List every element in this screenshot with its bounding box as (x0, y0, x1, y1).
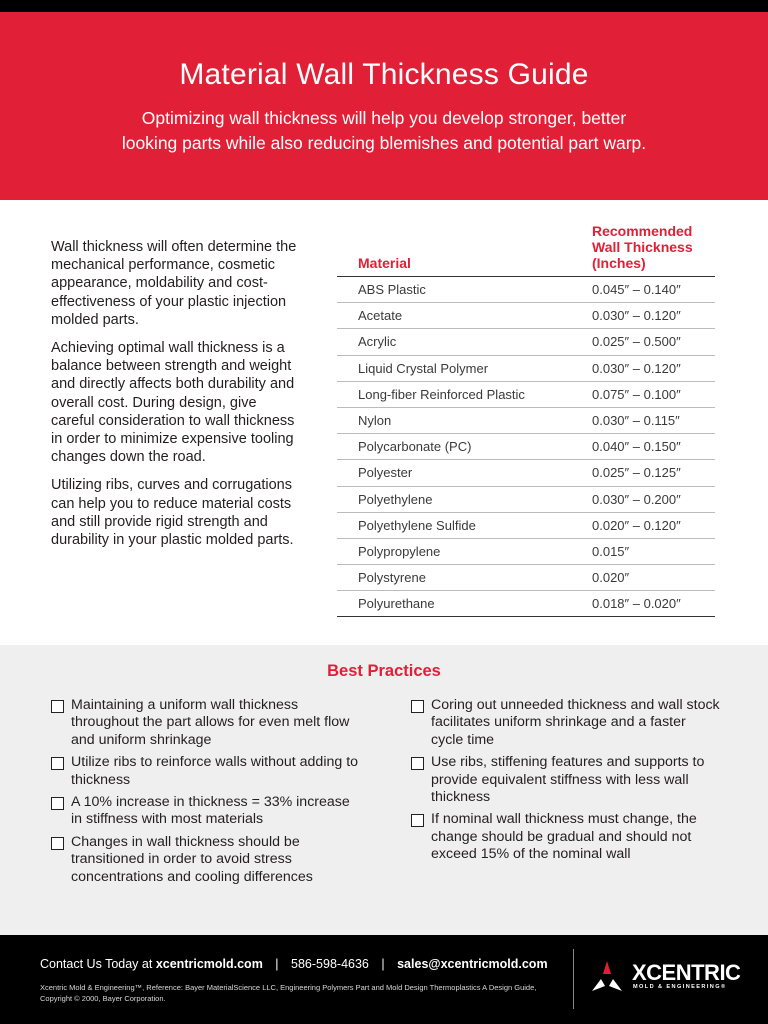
checkbox-icon[interactable] (51, 837, 64, 850)
contact-prefix: Contact Us Today at (40, 957, 153, 971)
material-cell: Polypropylene (337, 538, 575, 564)
intro-paragraph-2: Achieving optimal wall thickness is a balance between strength and weight and directly affects both durability and overall cost. During design, give careful consideration to wall thickness in order to minimize expensive tooling changes down the road. (51, 340, 295, 466)
phone-number[interactable]: 586-598-4636 (291, 957, 369, 971)
table-row (337, 355, 715, 381)
checklist-item (51, 754, 361, 789)
thickness-cell: 0.030″ – 0.120″ (575, 303, 715, 329)
thickness-cell: 0.045″ – 0.140″ (575, 277, 715, 303)
table-row (337, 460, 715, 486)
thickness-cell: 0.030″ – 0.115″ (575, 407, 715, 433)
thickness-cell: 0.025″ – 0.500″ (575, 329, 715, 355)
wall-thickness-table (337, 223, 715, 617)
table-row (337, 303, 715, 329)
table-header-row (337, 223, 715, 277)
checklist-item (51, 794, 361, 829)
checkbox-icon[interactable] (51, 700, 64, 713)
checklist-item-text: Maintaining a uniform wall thickness throughout the part allows for even melt flow and uniform shrinkage (71, 697, 350, 748)
intro-paragraph-1: Wall thickness will often determine the mechanical performance, cosmetic appearance, moldability and cost-effectiveness of your plastic injection molded parts. (51, 239, 297, 328)
table-row (337, 277, 715, 303)
checklist-item-text: Utilize ribs to reinforce walls without adding to thickness (71, 754, 359, 788)
checkbox-icon[interactable] (411, 700, 424, 713)
table-row (337, 538, 715, 564)
material-cell: Polystyrene (337, 565, 575, 591)
table-row (337, 329, 715, 355)
thickness-header-line-2: Wall Thickness (592, 239, 693, 255)
material-cell: ABS Plastic (337, 277, 575, 303)
checkbox-icon[interactable] (51, 797, 64, 810)
checklist-item (51, 834, 361, 886)
checklist-item-text: If nominal wall thickness must change, the change should be gradual and should not exceed 15% of the nominal wall (431, 811, 697, 863)
page-subtitle (60, 106, 708, 156)
separator-2: | (381, 957, 385, 971)
table-body (337, 277, 715, 617)
checklist-item-text: Changes in wall thickness should be transitioned in order to avoid stress concentrations and cooling differences (71, 833, 313, 885)
checklist-item (51, 697, 361, 749)
thickness-cell: 0.025″ – 0.125″ (575, 460, 715, 486)
separator-1: | (275, 957, 279, 971)
material-cell: Polyethylene (337, 486, 575, 512)
footer (0, 935, 768, 1024)
material-cell: Polycarbonate (PC) (337, 434, 575, 460)
thickness-cell: 0.015″ (575, 538, 715, 564)
table-row (337, 565, 715, 591)
thickness-header-line-3: (Inches) (592, 255, 646, 271)
logo-tagline: MOLD & ENGINEERING® (633, 984, 727, 990)
material-cell: Acrylic (337, 329, 575, 355)
website-link[interactable]: xcentricmold.com (155, 957, 263, 971)
email-link[interactable]: sales@xcentricmold.com (397, 957, 548, 971)
intro-text (51, 238, 301, 559)
thickness-header-line-1: Recommended (592, 223, 693, 239)
table-row (337, 407, 715, 433)
checklist-item (411, 754, 721, 806)
thickness-cell: 0.018″ – 0.020″ (575, 591, 715, 617)
material-cell: Long-fiber Reinforced Plastic (337, 381, 575, 407)
checkbox-icon[interactable] (411, 814, 424, 827)
footer-divider (573, 949, 574, 1009)
thickness-cell: 0.020″ – 0.120″ (575, 512, 715, 538)
checklist-item-text: Coring out unneeded thickness and wall stock facilitates uniform shrinkage and a faster cycle time (431, 697, 720, 748)
thickness-cell: 0.075″ – 0.100″ (575, 381, 715, 407)
best-practices-section (0, 645, 768, 935)
table-row (337, 512, 715, 538)
thickness-column-header (575, 223, 715, 277)
thickness-cell: 0.020″ (575, 565, 715, 591)
material-cell: Acetate (337, 303, 575, 329)
best-practices-right-column (411, 697, 721, 869)
thickness-cell: 0.030″ – 0.200″ (575, 486, 715, 512)
checkbox-icon[interactable] (51, 757, 64, 770)
checklist-item (411, 811, 721, 863)
material-cell: Polyurethane (337, 591, 575, 617)
material-cell: Polyester (337, 460, 575, 486)
material-cell: Liquid Crystal Polymer (337, 355, 575, 381)
contact-line (40, 957, 548, 971)
best-practices-heading: Best Practices (327, 662, 441, 680)
logo-wordmark: XCENTRIC (632, 960, 741, 985)
material-cell: Nylon (337, 407, 575, 433)
table-row (337, 434, 715, 460)
thickness-cell: 0.030″ – 0.120″ (575, 355, 715, 381)
best-practices-left-column (51, 697, 361, 891)
material-cell: Polyethylene Sulfide (337, 512, 575, 538)
table-row (337, 591, 715, 617)
checklist-item (411, 697, 721, 749)
page-title: Material Wall Thickness Guide (179, 58, 589, 91)
header-banner (0, 12, 768, 200)
material-column-header: Material (337, 223, 575, 277)
subtitle-line-1: Optimizing wall thickness will help you develop stronger, better (141, 108, 627, 128)
table-row (337, 381, 715, 407)
thickness-cell: 0.040″ – 0.150″ (575, 434, 715, 460)
checklist-item-text: A 10% increase in thickness = 33% increase in stiffness with most materials (71, 794, 350, 828)
checkbox-icon[interactable] (411, 757, 424, 770)
checklist-item-text: Use ribs, stiffening features and supports to provide equivalent stiffness with less wall thickness (431, 754, 705, 806)
intro-paragraph-3: Utilizing ribs, curves and corrugations can help you to reduce material costs and still provide rigid strength and durability in your plastic molded parts. (51, 477, 294, 549)
subtitle-line-2: looking parts while also reducing blemishes and potential part warp. (121, 133, 647, 153)
top-bar (0, 0, 768, 12)
reference-text: Xcentric Mold & Engineering™, Reference: Bayer MaterialScience LLC, Engineering Polymers Part and Mold Design Thermoplastics A Design Guide, Copyright © 2000, Bayer Corporation. (40, 983, 537, 1003)
table-row (337, 486, 715, 512)
xcentric-logo-icon (587, 957, 627, 997)
